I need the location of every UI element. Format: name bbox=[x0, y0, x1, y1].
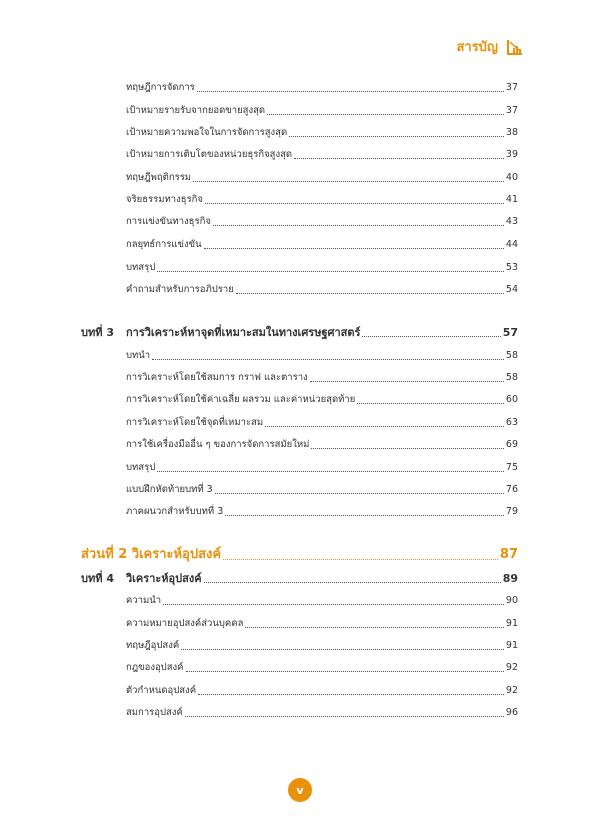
dot-leader bbox=[223, 559, 498, 560]
toc-entry-label: บทสรุป bbox=[126, 462, 156, 473]
chapter-title: การวิเคราะห์หาจุดที่เหมาะสมในทางเศรษฐศาสตร์ bbox=[126, 326, 361, 339]
toc-entry-label: แบบฝึกหัดท้ายบทที่ 3 bbox=[126, 484, 213, 495]
toc-entry-label: ความนำ bbox=[126, 595, 162, 606]
toc-entry-label: กฎของอุปสงค์ bbox=[126, 662, 184, 673]
toc-entry-label: สมการอุปสงค์ bbox=[126, 707, 183, 718]
toc-entry[interactable] bbox=[126, 416, 518, 430]
toc-entry-label: การใช้เครื่องมืออื่น ๆ ของการจัดการสมัยใหม่ bbox=[126, 439, 310, 450]
toc-entry-label: ตัวกำหนดอุปสงค์ bbox=[126, 685, 197, 696]
toc-entry-page: 44 bbox=[505, 239, 518, 250]
dot-leader bbox=[152, 359, 504, 360]
toc-entry-label: การวิเคราะห์โดยใช้จุดที่เหมาะสม bbox=[126, 417, 264, 428]
toc-entry-page: 58 bbox=[505, 372, 518, 383]
toc-entry-label: เป้าหมายการเติบโตของหน่วยธุรกิจสูงสุด bbox=[126, 149, 293, 160]
dot-leader bbox=[204, 582, 501, 583]
dot-leader bbox=[186, 671, 504, 672]
toc-entry-label: กลยุทธ์การแข่งขัน bbox=[126, 239, 202, 250]
toc-entry-page: 63 bbox=[505, 417, 518, 428]
toc-entry-label: การวิเคราะห์โดยใช้สมการ กราฟ และตาราง bbox=[126, 372, 308, 383]
dot-leader bbox=[311, 448, 504, 449]
toc-entry-label: ทฤษฎีอุปสงค์ bbox=[126, 640, 180, 651]
chapter-heading[interactable] bbox=[126, 326, 518, 340]
dot-leader bbox=[245, 627, 503, 628]
toc-entry[interactable] bbox=[126, 283, 518, 297]
toc-entry[interactable] bbox=[126, 126, 518, 140]
toc-entry-page: 37 bbox=[505, 82, 518, 93]
toc-entry-label: คำถามสำหรับการอภิปราย bbox=[126, 284, 234, 295]
toc-entry-label: บทสรุป bbox=[126, 262, 156, 273]
toc-entry[interactable] bbox=[126, 371, 518, 385]
toc-entry-label: การวิเคราะห์โดยใช้ค่าเฉลี่ย ผลรวม และค่าหน่วยสุดท้าย bbox=[126, 394, 356, 405]
toc-entry[interactable] bbox=[126, 393, 518, 407]
dot-leader bbox=[357, 403, 504, 404]
toc-entry-page: 92 bbox=[505, 662, 518, 673]
toc-entry[interactable] bbox=[126, 505, 518, 519]
toc-entry[interactable] bbox=[126, 438, 518, 452]
dot-leader bbox=[157, 471, 504, 472]
dot-leader bbox=[213, 225, 504, 226]
dot-leader bbox=[265, 426, 504, 427]
toc-entry-page: 60 bbox=[505, 394, 518, 405]
toc-entry[interactable] bbox=[126, 617, 518, 631]
dot-leader bbox=[181, 649, 504, 650]
dot-leader bbox=[362, 336, 500, 337]
toc-entry[interactable] bbox=[126, 483, 518, 497]
dot-leader bbox=[215, 493, 504, 494]
toc-entry-page: 53 bbox=[505, 262, 518, 273]
toc-entry-page: 75 bbox=[505, 462, 518, 473]
toc-entry-page: 41 bbox=[505, 194, 518, 205]
toc-entry[interactable] bbox=[126, 684, 518, 698]
chapter-page: 57 bbox=[502, 326, 518, 339]
dot-leader bbox=[197, 91, 504, 92]
dot-leader bbox=[294, 158, 504, 159]
toc-entry-page: 39 bbox=[505, 149, 518, 160]
toc-entry-page: 90 bbox=[505, 595, 518, 606]
toc-entry[interactable] bbox=[126, 261, 518, 275]
chapter-heading[interactable] bbox=[126, 572, 518, 586]
toc-entry-page: 91 bbox=[505, 640, 518, 651]
toc-entry-page: 79 bbox=[505, 506, 518, 517]
toc-entry[interactable] bbox=[126, 81, 518, 95]
toc-entry[interactable] bbox=[126, 215, 518, 229]
dot-leader bbox=[289, 136, 504, 137]
dot-leader bbox=[267, 114, 504, 115]
dot-leader bbox=[198, 694, 504, 695]
toc-entry[interactable] bbox=[126, 461, 518, 475]
toc-entry-label: เป้าหมายรายรับจากยอดขายสูงสุด bbox=[126, 105, 266, 116]
dot-leader bbox=[225, 515, 504, 516]
toc-entry-page: 76 bbox=[505, 484, 518, 495]
dot-leader bbox=[157, 271, 504, 272]
toc-entry-page: 54 bbox=[505, 284, 518, 295]
toc-entry-label: ทฤษฎีพฤติกรรม bbox=[126, 172, 192, 183]
dot-leader bbox=[185, 716, 504, 717]
toc-entry-page: 37 bbox=[505, 105, 518, 116]
toc-entry-label: ความหมายอุปสงค์ส่วนบุคคล bbox=[126, 618, 244, 629]
toc-entry-label: จริยธรรมทางธุรกิจ bbox=[126, 194, 203, 205]
dot-leader bbox=[163, 604, 504, 605]
part-page: 87 bbox=[499, 547, 518, 562]
toc-entry-label: ทฤษฎีการจัดการ bbox=[126, 82, 195, 93]
toc-entry-page: 69 bbox=[505, 439, 518, 450]
toc-entry-label: ภาคผนวกสำหรับบทที่ 3 bbox=[126, 506, 224, 517]
toc-entry-page: 38 bbox=[505, 127, 518, 138]
chapter-title: วิเคราะห์อุปสงค์ bbox=[126, 572, 202, 585]
dot-leader bbox=[310, 381, 504, 382]
toc-entry[interactable] bbox=[126, 104, 518, 118]
page-number-badge: v bbox=[288, 778, 312, 802]
toc-entry-page: 92 bbox=[505, 685, 518, 696]
toc-entry-page: 91 bbox=[505, 618, 518, 629]
dot-leader bbox=[193, 181, 504, 182]
chapter-page: 89 bbox=[502, 572, 518, 585]
toc-entry[interactable] bbox=[126, 661, 518, 675]
toc-entry-page: 58 bbox=[505, 350, 518, 361]
toc-entry[interactable] bbox=[126, 193, 518, 207]
toc-entry-label: การแข่งขันทางธุรกิจ bbox=[126, 216, 211, 227]
dot-leader bbox=[236, 293, 504, 294]
toc-entry-label: เป้าหมายความพอใจในการจัดการสูงสุด bbox=[126, 127, 288, 138]
book-chart-icon bbox=[506, 38, 524, 56]
page-title: สารบัญ bbox=[456, 40, 498, 55]
toc-entry[interactable] bbox=[126, 148, 518, 162]
dot-leader bbox=[204, 248, 504, 249]
toc-entry-page: 40 bbox=[505, 172, 518, 183]
toc-entry[interactable] bbox=[126, 238, 518, 252]
toc-entry-page: 43 bbox=[505, 216, 518, 227]
toc-entry[interactable] bbox=[126, 639, 518, 653]
toc-entry[interactable] bbox=[126, 171, 518, 185]
chapter-number: บทที่ 4 bbox=[81, 572, 114, 585]
toc-entry-page: 96 bbox=[505, 707, 518, 718]
toc-entry[interactable] bbox=[126, 706, 518, 720]
part-title: ส่วนที่ 2 วิเคราะห์อุปสงค์ bbox=[81, 547, 222, 562]
toc-entry[interactable] bbox=[126, 349, 518, 363]
part-heading[interactable] bbox=[81, 547, 518, 563]
toc-entry[interactable] bbox=[126, 594, 518, 608]
page-header bbox=[456, 36, 524, 57]
chapter-number: บทที่ 3 bbox=[81, 326, 114, 339]
dot-leader bbox=[205, 203, 504, 204]
toc-entry-label: บทนำ bbox=[126, 350, 151, 361]
